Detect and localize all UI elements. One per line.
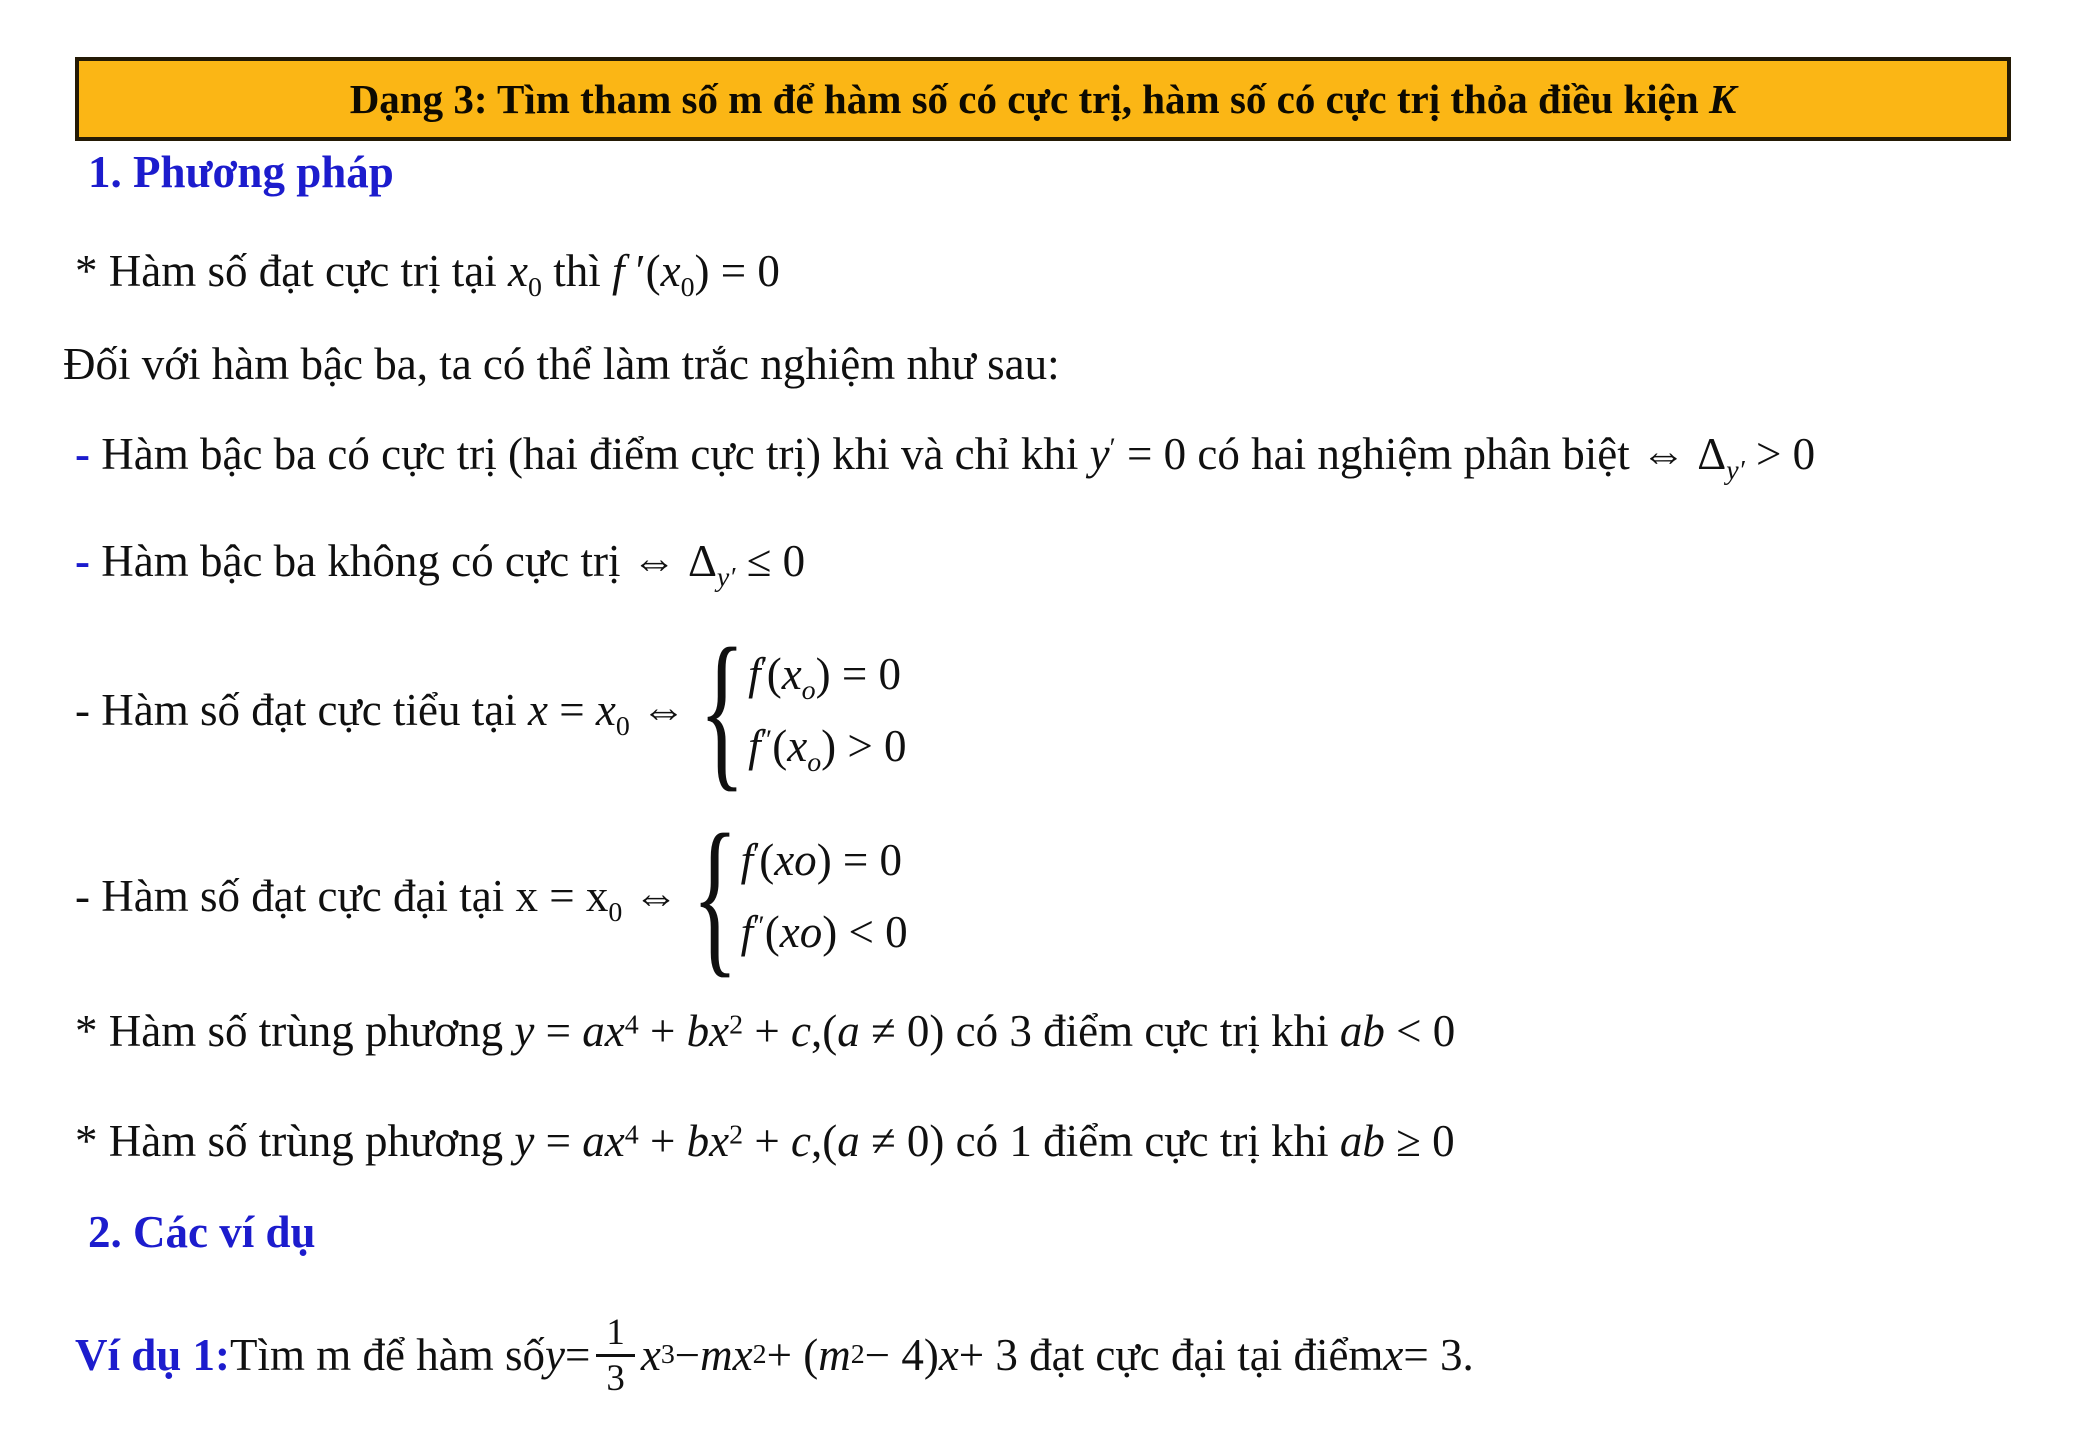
min-case-eq2: $f''(x_o) > 0$: [748, 721, 907, 778]
section-heading-method: 1. Phương pháp: [88, 147, 394, 197]
min-case-system: [748, 646, 907, 778]
line-cubic-intro: Đối với hàm bậc ba, ta có thể làm trắc nghiệm như sau:: [63, 339, 1060, 389]
line-min-case: [75, 612, 907, 807]
line-quartic-one-extremum: * Hàm số trùng phương $y = ax^4 + bx^2 + c,(a \ne 0)$ có 1 điểm cực trị khi ab ≥ 0: [75, 1116, 1455, 1166]
line-max-case: [75, 798, 908, 993]
line-extremum-condition: * Hàm số đạt cực trị tại $x_0$ thì f $'(x_0) = 0$: [75, 246, 780, 303]
title-banner: [75, 57, 2011, 141]
max-case-eq2: f″(xo) < 0: [740, 907, 908, 957]
max-case-eq1: f′(xo) = 0: [740, 834, 903, 885]
left-brace: {: [691, 798, 738, 993]
line-cubic-has-extrema: - Hàm bậc ba có cực trị (hai điểm cực trị) khi và chỉ khi y′ = 0 có hai nghiệm phân biệt ⇔ $\Delta_{y'} > 0$: [75, 429, 1816, 486]
line-quartic-three-extrema: * Hàm số trùng phương $y = ax^4 + bx^2 + c,(a \ne 0)$ có 3 điểm cực trị khi ab < 0: [75, 1006, 1456, 1056]
line-cubic-no-extrema: - Hàm bậc ba không có cực trị ⇔ $\Delta_{y'} \le 0$: [75, 536, 806, 593]
title-text: Dạng 3: Tìm tham số m để hàm số có cực trị, hàm số có cực trị thỏa điều kiện K: [349, 76, 1737, 122]
max-case-system: [741, 832, 908, 961]
section-heading-examples: 2. Các ví dụ: [88, 1207, 316, 1257]
left-brace: {: [698, 612, 746, 807]
min-case-eq1: $f'(x_o) = 0$: [748, 648, 901, 706]
min-case-lead: - Hàm số đạt cực tiểu tại $x = x_0$ ⇔: [75, 684, 687, 742]
line-example-1: Ví dụ 1: Tìm m để hàm số y = $\frac{1}{3}$ x 3 − mx 2 + ( m 2 − 4) x + 3 đạt cực đại tại điểm x = 3.: [75, 1310, 1474, 1398]
max-case-lead: - Hàm số đạt cực đại tại $x = x_0$ ⇔: [75, 870, 679, 928]
